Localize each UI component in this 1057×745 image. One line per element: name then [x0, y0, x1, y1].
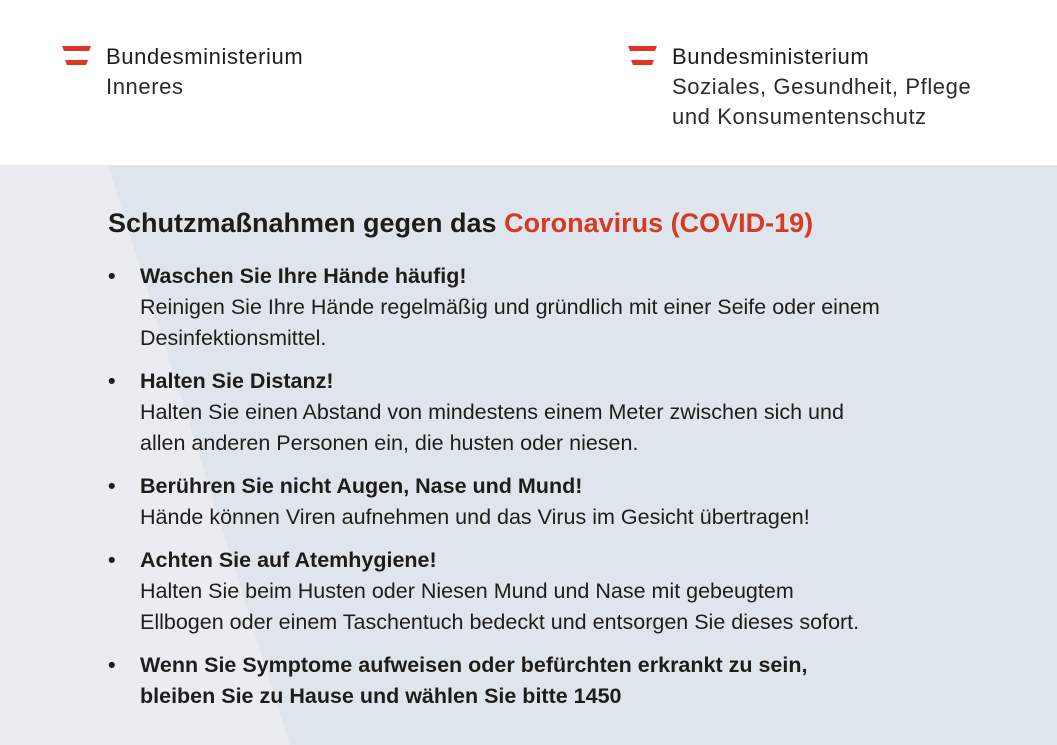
info-panel [0, 165, 1057, 745]
item-text-line: Desinfektionsmittel. [140, 326, 327, 350]
list-item [108, 545, 1008, 638]
austria-flag-icon [62, 46, 91, 66]
logo-right-line2: Soziales, Gesundheit, Pflege [672, 74, 972, 99]
list-item [108, 471, 1008, 533]
item-text-line: Ellbogen oder einem Taschentuch bedeckt und entsorgen Sie dieses sofort. [140, 610, 860, 634]
item-heading: Waschen Sie Ihre Hände häufig! [140, 264, 467, 288]
list-item [108, 261, 1008, 354]
measures-list [108, 261, 1008, 712]
bullet-icon: • [108, 548, 116, 572]
item-heading: Achten Sie auf Atemhygiene! [140, 548, 437, 572]
austria-flag-icon [628, 46, 657, 66]
logo-right-line3: und Konsumentenschutz [672, 104, 927, 129]
logo-right-line1: Bundesministerium [672, 44, 870, 69]
list-item [108, 366, 1008, 459]
main-content [108, 205, 1008, 724]
item-text-line: Halten Sie einen Abstand von mindestens einem Meter zwischen sich und [140, 400, 844, 424]
item-text-line: Halten Sie beim Husten oder Niesen Mund und Nase mit gebeugtem [140, 579, 794, 603]
bullet-icon: • [108, 653, 116, 677]
title-prefix: Schutzmaßnahmen gegen das [108, 208, 497, 238]
bullet-icon: • [108, 264, 116, 288]
header [0, 0, 1057, 165]
item-heading: Halten Sie Distanz! [140, 369, 334, 393]
logo-left-line1: Bundesministerium [106, 44, 304, 69]
item-heading: Berühren Sie nicht Augen, Nase und Mund! [140, 474, 583, 498]
bullet-icon: • [108, 369, 116, 393]
list-item [108, 650, 1008, 712]
item-text-line: allen anderen Personen ein, die husten oder niesen. [140, 431, 639, 455]
bullet-icon: • [108, 474, 116, 498]
logo-left-line2: Inneres [106, 74, 184, 99]
item-text-line: Reinigen Sie Ihre Hände regelmäßig und gründlich mit einer Seife oder einem [140, 295, 880, 319]
page-title [108, 205, 1008, 241]
item-heading: Wenn Sie Symptome aufweisen oder befürchten erkrankt zu sein, [140, 653, 808, 677]
item-text-line: Hände können Viren aufnehmen und das Virus im Gesicht übertragen! [140, 505, 810, 529]
title-accent: Coronavirus (COVID-19) [504, 208, 814, 238]
item-heading: bleiben Sie zu Hause und wählen Sie bitte 1450 [140, 684, 622, 708]
